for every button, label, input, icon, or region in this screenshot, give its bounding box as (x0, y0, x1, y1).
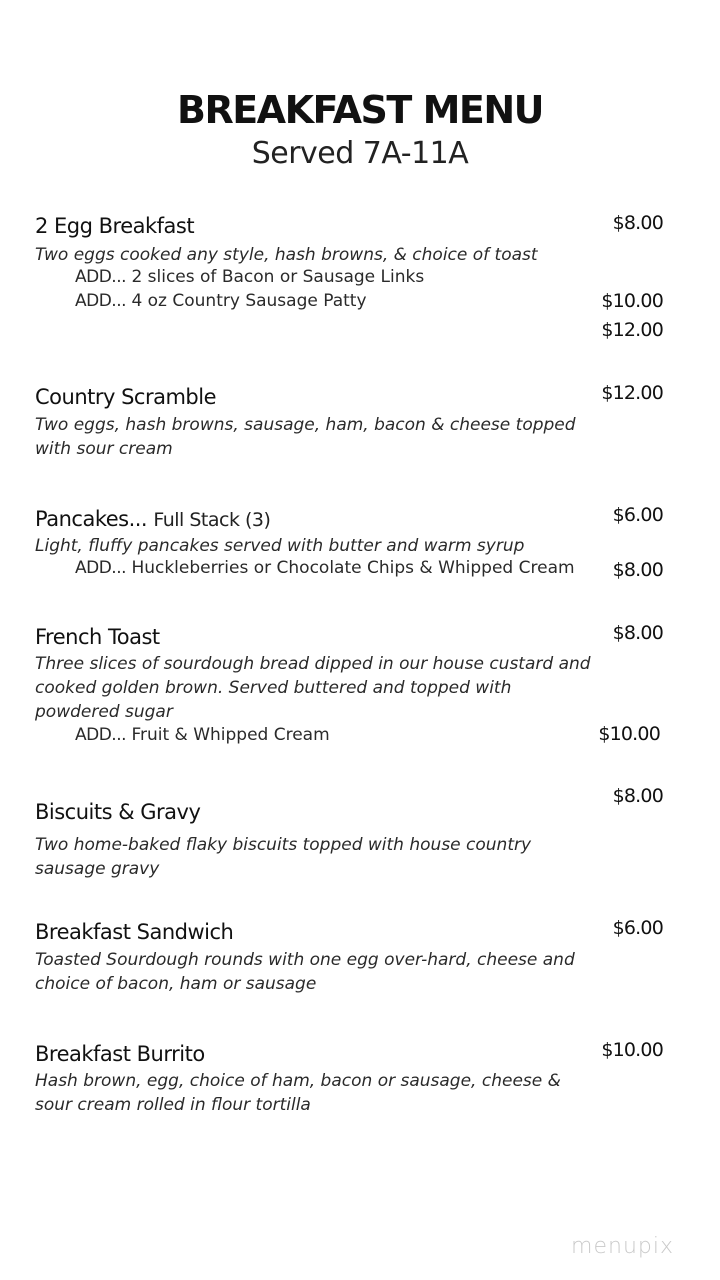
watermark: menupix (571, 1234, 674, 1259)
item-description: Hash brown, egg, choice of ham, bacon or sausage, cheese & sour cream rolled in flour tortilla (35, 1071, 561, 1115)
item-price: $8.00 (612, 622, 663, 644)
addon-price: $8.00 (612, 559, 663, 581)
addon-text: Fruit & Whipped Cream (131, 725, 330, 745)
item-name: 2 Egg Breakfast (35, 214, 195, 238)
item-name: French Toast (35, 625, 160, 649)
item-description: Two eggs cooked any style, hash browns, & choice of toast (35, 245, 538, 265)
addon-text: Huckleberries or Chocolate Chips & Whipped Cream (131, 558, 575, 578)
addon (75, 291, 367, 311)
menu-subtitle: Served 7A-11A (251, 136, 469, 171)
item-price: $8.00 (612, 785, 663, 807)
item-description: Two eggs, hash browns, sausage, ham, bacon & cheese topped with sour cream (35, 415, 576, 459)
addon-text: 4 oz Country Sausage Patty (131, 291, 367, 311)
addon-price: $12.00 (601, 319, 663, 341)
item-name-main: Pancakes... (35, 507, 148, 531)
item-price: $6.00 (612, 504, 663, 526)
addon-price: $10.00 (598, 723, 660, 745)
item-price: $6.00 (612, 917, 663, 939)
item-name (35, 507, 270, 531)
item-name: Breakfast Burrito (35, 1042, 205, 1066)
addon-price: $10.00 (601, 290, 663, 312)
item-name: Biscuits & Gravy (35, 800, 201, 824)
addon (75, 558, 575, 578)
addon-prefix: ADD... (75, 558, 127, 578)
item-description: Toasted Sourdough rounds with one egg over-hard, cheese and choice of bacon, ham or sausage (35, 950, 575, 994)
item-description: Three slices of sourdough bread dipped in our house custard and cooked golden brown. Served buttered and topped with powdered sugar (35, 654, 591, 722)
item-price: $10.00 (601, 1039, 663, 1061)
addon-text: 2 slices of Bacon or Sausage Links (131, 267, 425, 287)
addon (75, 267, 424, 287)
item-name: Country Scramble (35, 385, 217, 409)
item-price: $8.00 (612, 212, 663, 234)
addon (75, 725, 330, 745)
addon-prefix: ADD... (75, 291, 127, 311)
item-name: Breakfast Sandwich (35, 920, 234, 944)
addon-prefix: ADD... (75, 725, 127, 745)
addon-prefix: ADD... (75, 267, 127, 287)
item-description: Two home-baked flaky biscuits topped with house country sausage gravy (35, 835, 532, 879)
item-price: $12.00 (601, 382, 663, 404)
item-description: Light, fluffy pancakes served with butter and warm syrup (35, 536, 525, 556)
menu-title: BREAKFAST MENU (177, 88, 543, 132)
item-name-suffix: Full Stack (3) (153, 509, 271, 531)
